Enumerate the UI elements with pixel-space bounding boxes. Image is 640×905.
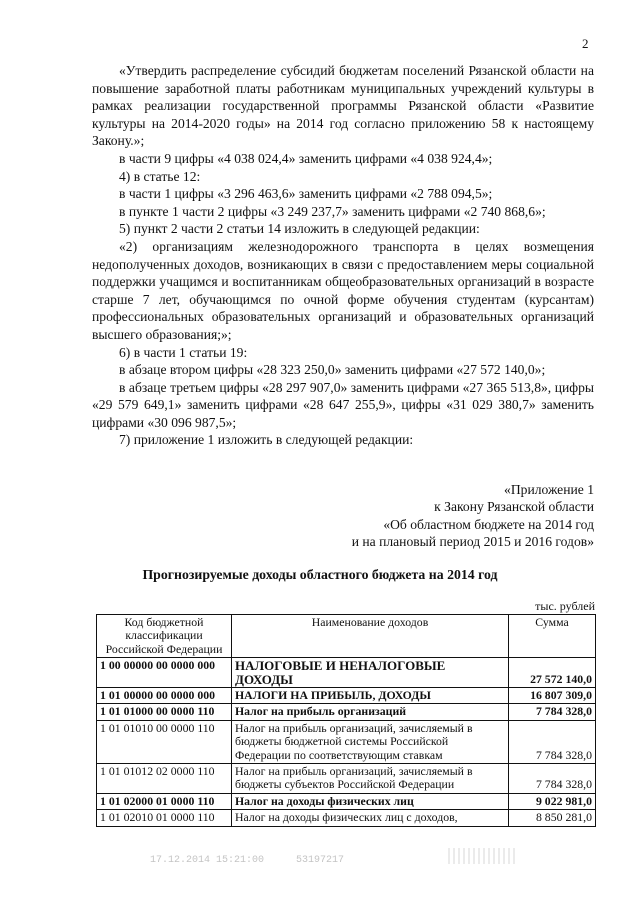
table-row — [97, 764, 596, 794]
table-row — [97, 793, 596, 809]
name-cell: Налог на доходы физических лиц — [232, 793, 509, 809]
sum-cell: 7 784 328,0 — [509, 720, 596, 763]
table-title: Прогнозируемые доходы областного бюджета на 2014 год — [142, 567, 498, 582]
paragraph: в части 9 цифры «4 038 024,4» заменить цифрами «4 038 924,4»; — [119, 150, 493, 166]
sum-cell: 16 807 309,0 — [509, 688, 596, 704]
header-sum: Сумма — [509, 615, 596, 658]
table-row — [97, 688, 596, 704]
table-row — [97, 658, 596, 688]
code-cell: 1 01 01012 02 0000 110 — [97, 764, 232, 794]
scan-smudge — [448, 848, 518, 864]
code-cell: 1 01 02000 01 0000 110 — [97, 793, 232, 809]
paragraph: в абзаце третьем цифры «28 297 907,0» заменить цифрами «27 365 513,8», цифры «29 579 649,1» заменить цифрами «28 647 255,9», цифры «31 029 380,7» заменить цифрами «30 096 987,5»; — [92, 379, 594, 430]
sum-cell: 7 784 328,0 — [509, 704, 596, 720]
paragraph: «2) организациям железнодорожного транспорта в целях возмещения недополученных доходов, возникающих в связи с предоставлением меры социальной поддержки учащимся и воспитанникам общеобразовательных организаций в возрасте старше 7 лет, обучающимся по очной форме обучения студентам (курсантам) профессиональных образовательных организаций и образовательных организаций высшего образования;»; — [92, 238, 594, 342]
table-row — [97, 720, 596, 763]
name-cell: НАЛОГОВЫЕ И НЕНАЛОГОВЫЕ ДОХОДЫ — [232, 658, 509, 688]
header-code: Код бюджетной классификации Российской Федерации — [97, 615, 232, 658]
table-row — [97, 810, 596, 826]
paragraph: в пункте 1 части 2 цифры «3 249 237,7» заменить цифрами «2 740 868,6»; — [119, 203, 546, 219]
paragraph: в абзаце втором цифры «28 323 250,0» заменить цифрами «27 572 140,0»; — [119, 362, 546, 378]
footer-timestamp: 17.12.2014 15:21:00 — [150, 855, 265, 866]
name-cell: Налог на доходы физических лиц с доходов, — [232, 810, 509, 826]
name-cell: НАЛОГИ НА ПРИБЫЛЬ, ДОХОДЫ — [232, 688, 509, 704]
paragraph: 4) в статье 12: — [119, 168, 201, 184]
table-row — [97, 704, 596, 720]
table-header-row — [97, 615, 596, 658]
code-cell: 1 00 00000 00 0000 000 — [97, 658, 232, 688]
header-name: Наименование доходов — [232, 615, 509, 658]
document-body — [92, 62, 594, 449]
paragraph: «Утвердить распределение субсидий бюджетам поселений Рязанской области на повышение заработной платы работникам муниципальных учреждений культуры в рамках реализации государственной программы Рязанской области «Развитие культуры на 2014-2020 годы» на 2014 год согласно приложению 58 к настоящему Закону.»; — [92, 63, 594, 149]
sum-cell: 7 784 328,0 — [509, 764, 596, 794]
appendix-line: «Приложение 1 — [504, 482, 594, 497]
page-number: 2 — [582, 36, 589, 51]
paragraph: 6) в части 1 статьи 19: — [119, 344, 248, 360]
appendix-line: «Об областном бюджете на 2014 год — [383, 516, 594, 532]
paragraph: 7) приложение 1 изложить в следующей редакции: — [119, 432, 414, 448]
code-cell: 1 01 02010 01 0000 110 — [97, 810, 232, 826]
name-cell: Налог на прибыль организаций — [232, 704, 509, 720]
name-cell: Налог на прибыль организаций, зачисляемый в бюджеты субъектов Российской Федерации — [232, 764, 509, 794]
sum-cell: 27 572 140,0 — [509, 658, 596, 688]
units-label: тыс. рублей — [535, 599, 595, 613]
code-cell: 1 01 01000 00 0000 110 — [97, 704, 232, 720]
paragraph: в части 1 цифры «3 296 463,6» заменить цифрами «2 788 094,5»; — [119, 186, 493, 202]
appendix-header — [250, 481, 594, 551]
footer-doc-id: 53197217 — [296, 855, 345, 866]
footer-stamp — [150, 855, 370, 866]
sum-cell: 9 022 981,0 — [509, 793, 596, 809]
code-cell: 1 01 00000 00 0000 000 — [97, 688, 232, 704]
code-cell: 1 01 01010 00 0000 110 — [97, 720, 232, 763]
name-cell: Налог на прибыль организаций, зачисляемый в бюджеты бюджетной системы Российской Федерации по соответствующим ставкам — [232, 720, 509, 763]
appendix-line: к Закону Рязанской области — [434, 499, 594, 515]
sum-cell: 8 850 281,0 — [509, 810, 596, 826]
paragraph: 5) пункт 2 части 2 статьи 14 изложить в следующей редакции: — [119, 221, 480, 237]
revenue-table — [96, 614, 596, 827]
appendix-line: и на плановый период 2015 и 2016 годов» — [351, 534, 594, 550]
